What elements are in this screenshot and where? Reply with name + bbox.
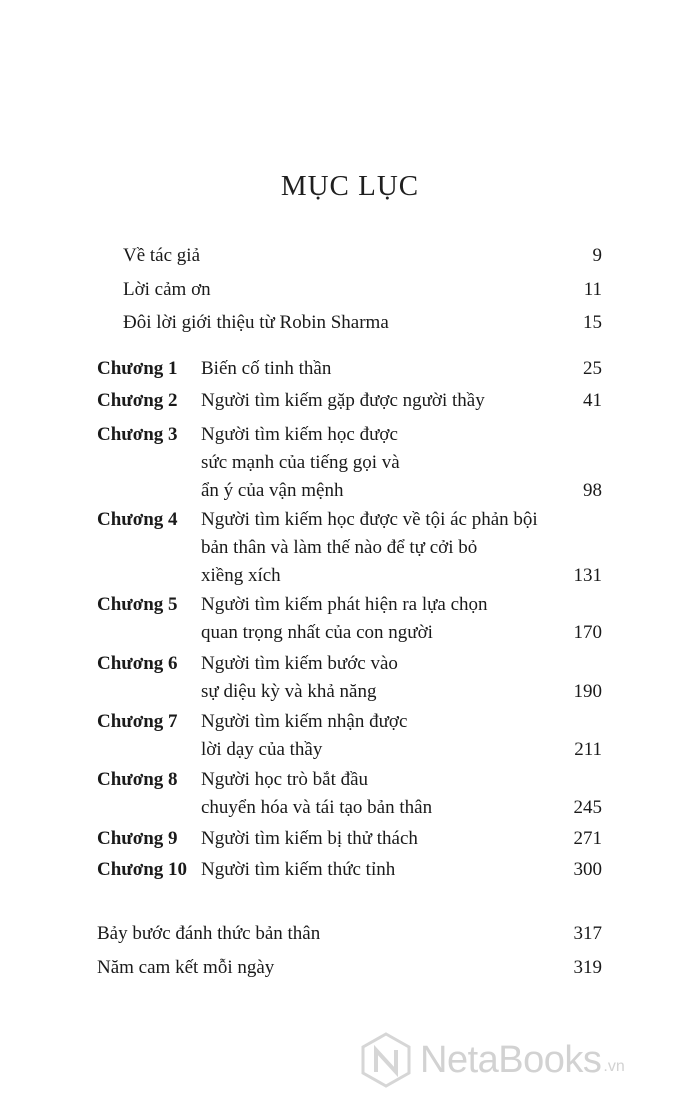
chapter-page-number: 245 [573, 797, 602, 818]
toc-entry-introduction [123, 309, 389, 337]
chapter-page-number: 25 [583, 358, 602, 379]
entry-page-number: 15 [583, 312, 602, 333]
chapter-title [201, 825, 418, 853]
entry-page-number: 9 [592, 245, 602, 266]
netabooks-logo-icon [360, 1032, 412, 1088]
chapter-title-line: Người tìm kiếm gặp được người thầy [201, 390, 485, 411]
chapter-page-number: 98 [583, 480, 602, 501]
chapter-title-line: ẩn ý của vận mệnh [201, 480, 344, 501]
chapter-title [201, 355, 331, 383]
chapter-title-line: Người tìm kiếm học được [201, 424, 398, 445]
chapter-title-line: sự diệu kỳ và khả năng [201, 681, 377, 702]
entry-label: Đôi lời giới thiệu từ Robin Sharma [123, 312, 389, 333]
chapter-title-line: Người tìm kiếm thức tỉnh [201, 859, 396, 880]
watermark-suffix: .vn [603, 1058, 625, 1075]
chapter-title-line: Người tìm kiếm bước vào [201, 653, 398, 674]
watermark-brand: NetaBooks [420, 1038, 602, 1081]
chapter-label: Chương 3 [97, 424, 178, 445]
chapter-label: Chương 9 [97, 828, 178, 849]
entry-label: Lời cảm ơn [123, 279, 211, 300]
chapter-label: Chương 6 [97, 653, 178, 674]
chapter-title-line: chuyển hóa và tái tạo bản thân [201, 797, 433, 818]
entry-label: Bảy bước đánh thức bản thân [97, 923, 321, 944]
chapter-title [201, 708, 407, 764]
chapter-label: Chương 2 [97, 390, 178, 411]
toc-entry-about-author [123, 242, 200, 270]
chapter-page-number: 170 [573, 622, 602, 643]
entry-page-number: 319 [573, 957, 602, 978]
entry-label: Về tác giả [123, 245, 201, 266]
chapter-page-number: 271 [573, 828, 602, 849]
chapter-label: Chương 1 [97, 358, 178, 379]
chapter-page-number: 300 [573, 859, 602, 880]
entry-page-number: 11 [583, 279, 602, 300]
chapter-title-line: Biến cố tinh thần [201, 358, 332, 379]
chapter-title [201, 387, 485, 415]
chapter-title [201, 650, 398, 706]
chapter-title-line: Người tìm kiếm học được về tội ác phản bội [201, 509, 538, 530]
netabooks-watermark [360, 1030, 690, 1090]
chapter-title-line: Người tìm kiếm nhận được [201, 711, 408, 732]
chapter-title-line: Người học trò bắt đầu [201, 769, 369, 790]
chapter-page-number: 41 [583, 390, 602, 411]
chapter-title [201, 856, 395, 884]
chapter-label: Chương 7 [97, 711, 178, 732]
chapter-label: Chương 5 [97, 594, 178, 615]
toc-entry-five-commitments [97, 954, 274, 982]
chapter-page-number: 190 [573, 681, 602, 702]
chapter-label: Chương 4 [97, 509, 178, 530]
page-title: MỤC LỤC [280, 170, 420, 202]
chapter-title-line: sức mạnh của tiếng gọi và [201, 452, 400, 473]
chapter-label: Chương 10 [97, 859, 188, 880]
chapter-title [201, 506, 538, 590]
chapter-title-line: xiềng xích [201, 565, 281, 586]
chapter-title-line: lời dạy của thầy [201, 739, 323, 760]
chapter-title [201, 591, 488, 647]
chapter-page-number: 211 [574, 739, 602, 760]
toc-entry-acknowledgements [123, 276, 211, 304]
chapter-title-line: Người tìm kiếm bị thử thách [201, 828, 418, 849]
chapter-page-number: 131 [573, 565, 602, 586]
chapter-title [201, 766, 432, 822]
chapter-title-line: quan trọng nhất của con người [201, 622, 433, 643]
chapter-label: Chương 8 [97, 769, 178, 790]
entry-page-number: 317 [573, 923, 602, 944]
chapter-title [201, 421, 400, 505]
chapter-title-line: bản thân và làm thế nào để tự cởi bỏ [201, 537, 478, 558]
entry-label: Năm cam kết mỗi ngày [97, 957, 275, 978]
chapter-title-line: Người tìm kiếm phát hiện ra lựa chọn [201, 594, 488, 615]
toc-entry-seven-steps [97, 920, 320, 948]
